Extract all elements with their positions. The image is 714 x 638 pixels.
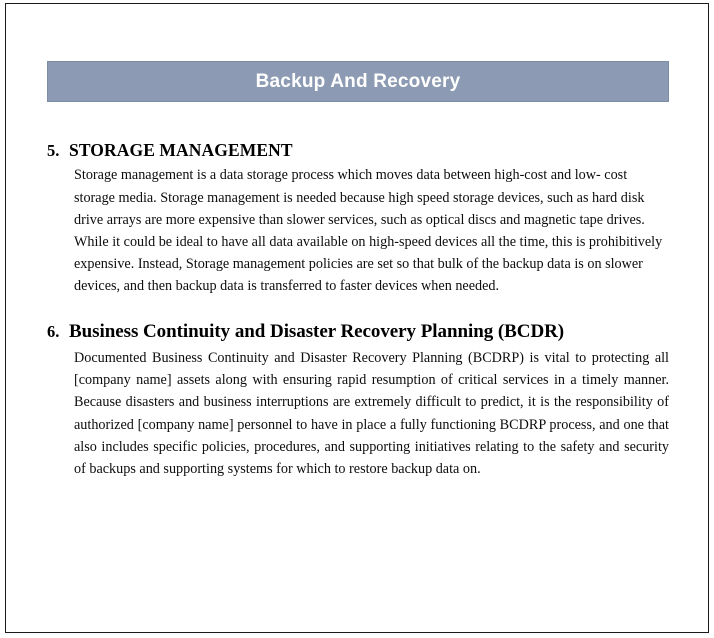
page-content-area [6, 4, 708, 632]
section-5-title: STORAGE MANAGEMENT [69, 140, 293, 160]
section-storage-management [47, 139, 669, 298]
document-title: Backup And Recovery [255, 70, 461, 92]
section-6-title: Business Continuity and Disaster Recovery Planning (BCDR) [69, 320, 565, 342]
section-5-paragraph: Storage management is a data storage process which moves data between high-cost and low- cost storage media. Storage management is needed because high speed storage devices, such as hard disk drive arrays are more expensive than slower services, such as optical discs and magnetic tape drives. While it could be ideal to have all data available on high-speed devices all the time, this is prohibitively expensive. Instead, Storage management policies are set so that bulk of the backup data is on slower devices, and then backup data is transferred to faster devices when needed. [74, 167, 663, 295]
section-5-heading [47, 139, 669, 161]
document-body [47, 139, 669, 480]
section-6-paragraph: Documented Business Continuity and Disaster Recovery Planning (BCDRP) is vital to protecting all [company name] assets along with ensuring rapid resumption of critical services in a timely manner. Because disasters and business interruptions are extremely difficult to predict, it is the responsibility of authorized [company name] personnel to have in place a fully functioning BCDRP process, and one that also includes specific policies, procedures, and supporting initiatives relating to the safety and security of backups and supporting systems for which to restore backup data on. [74, 350, 669, 478]
document-page [5, 3, 709, 633]
section-5-number: 5. [47, 141, 60, 160]
document-title-banner [47, 61, 669, 102]
section-6-number: 6. [47, 321, 60, 341]
section-bcdr [47, 320, 669, 481]
section-6-heading [47, 320, 669, 344]
